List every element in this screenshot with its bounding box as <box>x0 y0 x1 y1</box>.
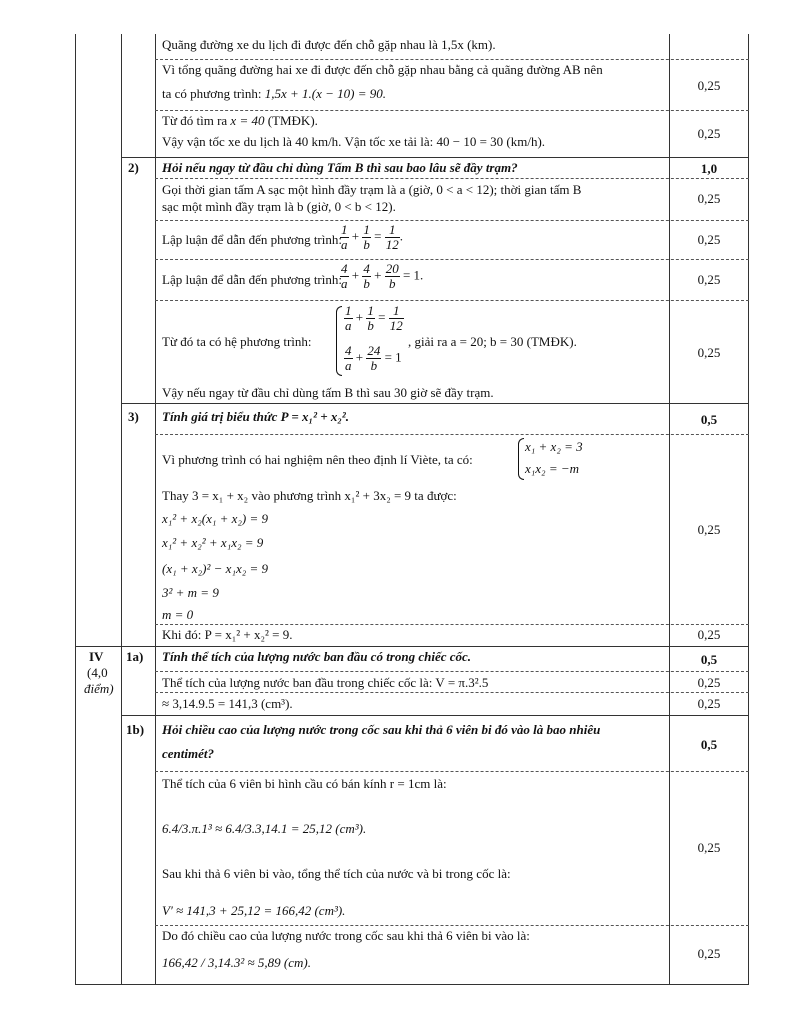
question-label: 2) <box>128 160 139 175</box>
question-label: 3) <box>128 409 139 424</box>
section-points: điểm) <box>84 681 114 696</box>
row-divider <box>155 110 749 111</box>
row-divider <box>155 259 749 260</box>
row-divider <box>121 157 749 158</box>
equation: $\frac{4}{a}$ + $\frac{24}{b}$ = 1 <box>345 343 402 373</box>
text-line: Từ đó ta có hệ phương trình: <box>162 334 312 349</box>
row-divider <box>155 692 749 693</box>
text-line: Vậy vận tốc xe du lịch là 40 km/h. Vận tốc xe tải là: 40 − 10 = 30 (km/h). <box>162 134 546 149</box>
score-cell: 0,25 <box>697 126 721 141</box>
equation: $\frac{1}{a}$ + $\frac{1}{b}$ = $\frac{1}{12}$ . <box>341 222 403 252</box>
equation: 6.4/3.π.1³ ≈ 6.4/3.3,14.1 = 25,12 (cm³). <box>162 821 367 836</box>
question-label: 1b) <box>126 722 145 737</box>
text-line: Lập luận để dẫn đến phương trình: <box>162 272 342 287</box>
score-cell: 0,5 <box>700 737 718 752</box>
question-title: Hỏi chiều cao của lượng nước trong cốc sau khi thả 6 viên bi đó vào là bao nhiêu <box>162 722 601 737</box>
row-divider <box>155 178 749 179</box>
text-line: Sau khi thả 6 viên bi vào, tổng thể tích của nước và bi trong cốc là: <box>162 866 511 881</box>
text-line: Thể tích của 6 viên bi hình cầu có bán kính r = 1cm là: <box>162 776 447 791</box>
equation: $\frac{4}{a}$ + $\frac{4}{b}$ + $\frac{20}{b}$ = 1. <box>341 261 424 291</box>
equation: 166,42 / 3,14.3² ≈ 5,89 (cm). <box>162 955 311 970</box>
table-border-right <box>748 34 749 984</box>
text-line: Thể tích của lượng nước ban đầu trong chiếc cốc là: V = π.3².5 <box>162 675 489 690</box>
text-line: Từ đó tìm ra x = 40 (TMĐK). <box>162 113 318 128</box>
text-line: Vì phương trình có hai nghiệm nên theo định lí Viète, ta có: <box>162 452 473 467</box>
row-divider <box>155 434 749 435</box>
text-line: Do đó chiều cao của lượng nước trong cốc sau khi thả 6 viên bi vào là: <box>162 928 530 943</box>
score-cell: 0,25 <box>697 191 721 206</box>
question-label: 1a) <box>126 649 144 664</box>
equation: 3² + m = 9 <box>162 585 219 600</box>
equation: V′ ≈ 141,3 + 25,12 = 166,42 (cm³). <box>162 903 346 918</box>
table-border-bottom <box>75 984 749 985</box>
row-divider <box>155 771 749 772</box>
score-cell: 0,25 <box>697 840 721 855</box>
table-border-col1 <box>121 34 122 984</box>
equation: x₁² + x₂² + x₁x₂ = 9 <box>162 535 264 550</box>
text-line: Vì tổng quãng đường hai xe đi được đến chỗ gặp nhau bằng cả quãng đường AB nên <box>162 62 603 77</box>
text-line: Quãng đường xe du lịch đi được đến chỗ gặp nhau là 1,5x (km). <box>162 37 496 52</box>
row-divider <box>155 220 749 221</box>
section-points: (4,0 <box>87 665 108 680</box>
table-border-col2 <box>155 34 156 984</box>
text-line: sạc một mình đầy trạm là b (giờ, 0 < b < 12). <box>162 199 396 214</box>
equation: m = 0 <box>162 607 194 622</box>
row-divider <box>155 671 749 672</box>
score-cell: 0,25 <box>697 946 721 961</box>
row-divider <box>121 715 749 716</box>
score-cell: 0,25 <box>697 627 721 642</box>
text-line: , giải ra a = 20; b = 30 (TMĐK). <box>408 334 577 349</box>
score-cell: 0,5 <box>700 412 718 427</box>
score-cell: 0,5 <box>700 652 718 667</box>
text-line: Lập luận để dẫn đến phương trình: <box>162 232 342 247</box>
equation: (x₁ + x₂)² − x₁x₂ = 9 <box>162 561 269 576</box>
score-cell: 0,25 <box>697 345 721 360</box>
question-title: Tính giá trị biểu thức P = x₁² + x₂². <box>162 409 350 424</box>
score-cell: 0,25 <box>697 272 721 287</box>
text-line: Thay 3 = x₁ + x₂ vào phương trình x₁² + 3x₂ = 9 ta được: <box>162 488 457 503</box>
score-cell: 1,0 <box>700 161 718 176</box>
section-roman: IV <box>89 649 104 664</box>
table-border-left <box>75 34 76 984</box>
equation: x₁² + x₂(x₁ + x₂) = 9 <box>162 511 269 526</box>
score-cell: 0,25 <box>697 78 721 93</box>
score-cell: 0,25 <box>697 696 721 711</box>
question-title: Tính thể tích của lượng nước ban đầu có trong chiếc cốc. <box>162 649 472 664</box>
row-divider <box>155 925 749 926</box>
row-divider <box>155 624 749 625</box>
row-divider <box>121 403 749 404</box>
text-line: ta có phương trình: 1,5x + 1.(x − 10) = 90. <box>162 86 387 101</box>
equation: $\frac{1}{a}$ + $\frac{1}{b}$ = $\frac{1}{12}$ <box>345 303 403 333</box>
score-cell: 0,25 <box>697 232 721 247</box>
text-line: Gọi thời gian tấm A sạc một hình đầy trạm là a (giờ, 0 < a < 12); thời gian tấm B <box>162 182 582 197</box>
system-brace <box>336 306 342 376</box>
text-line: Vậy nếu ngay từ đầu chỉ dùng tấm B thì sau 30 giờ sẽ đầy trạm. <box>162 385 494 400</box>
score-cell: 0,25 <box>697 522 721 537</box>
score-cell: 0,25 <box>697 675 721 690</box>
row-divider <box>75 646 749 647</box>
question-title: Hỏi nếu ngay từ đầu chỉ dùng Tấm B thì sau bao lâu sẽ đầy trạm? <box>162 160 518 175</box>
row-divider <box>155 300 749 301</box>
text-line: Khi đó: P = x₁² + x₂² = 9. <box>162 627 293 642</box>
equation: x₁x₂ = −m <box>525 461 580 476</box>
row-divider <box>155 59 749 60</box>
equation: x₁ + x₂ = 3 <box>525 439 583 454</box>
system-brace <box>518 438 524 480</box>
text-line: ≈ 3,14.9.5 = 141,3 (cm³). <box>162 696 293 711</box>
question-title: centimét? <box>162 746 214 761</box>
